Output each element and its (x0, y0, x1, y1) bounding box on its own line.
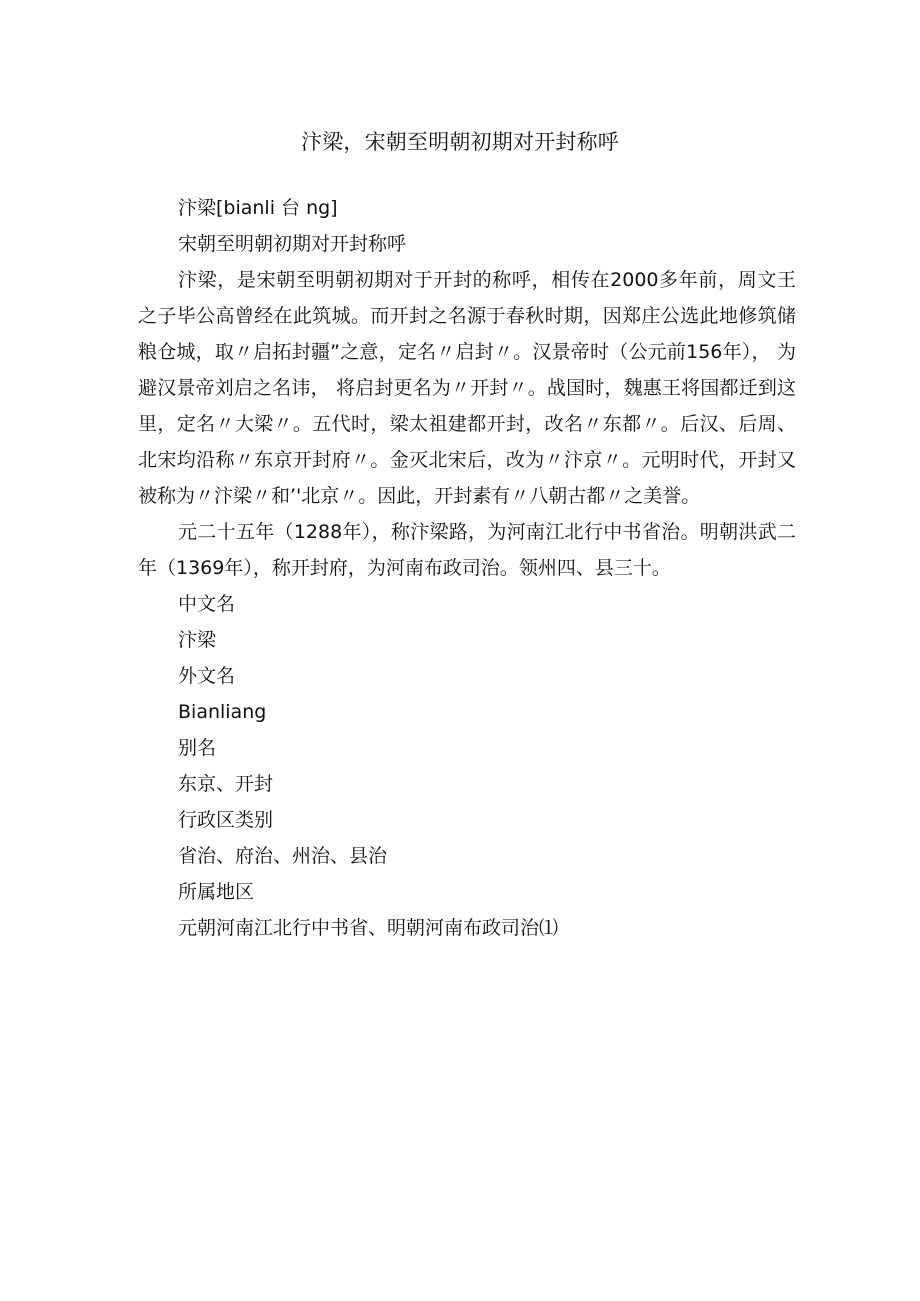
document-body (138, 190, 796, 946)
infobox (138, 586, 796, 946)
infobox-value-admin-type: 省治、府治、州治、县治 (178, 845, 388, 867)
paragraph-yuan-ming: 元二十五年（1288年），称汴梁路，为河南江北行中书省治。明朝洪武二年（1369年），称开封府，为河南布政司治。领州四、县三十。 (138, 521, 796, 579)
infobox-value-alias: 东京、开封 (178, 773, 274, 795)
pinyin-line: 汴梁[bianli 台 ng] (178, 197, 338, 219)
infobox-label-alias: 别名 (178, 737, 217, 759)
subtitle-line: 宋朝至明朝初期对开封称呼 (178, 233, 407, 255)
infobox-value-chinese-name: 汴梁 (178, 629, 217, 651)
infobox-label-admin-type: 行政区类别 (178, 809, 274, 831)
paragraph-history: 汴梁，是宋朝至明朝初期对于开封的称呼，相传在2000多年前，周文王之子毕公高曾经在此筑城。而开封之名源于春秋时期，因郑庄公选此地修筑储粮仓城，取〃启拓封疆”之意，定名〃启封〃。汉景帝时（公元前156年）， 为避汉景帝刘启之名讳， 将启封更名为〃开封〃。战国时，魏惠王将国都迁到这里，定名〃大梁〃。五代时，梁太祖建都开封，改名〃东都〃。后汉、后周、北宋均沿称〃东京开封府〃。金灭北宋后，改为〃汴京〃。元明时代，开封又被称为〃汴梁〃和’'北京〃。因此，开封素有〃八朝古都〃之美誉。 (138, 269, 796, 507)
infobox-label-foreign-name: 外文名 (178, 665, 236, 687)
infobox-value-region: 元朝河南江北行中书省、明朝河南布政司治⑴ (178, 917, 559, 939)
infobox-label-chinese-name: 中文名 (178, 593, 236, 615)
document-title: 汴梁，宋朝至明朝初期对开封称呼 (301, 130, 619, 154)
infobox-label-region: 所属地区 (178, 881, 255, 903)
infobox-value-foreign-name: Bianliang (178, 701, 267, 723)
